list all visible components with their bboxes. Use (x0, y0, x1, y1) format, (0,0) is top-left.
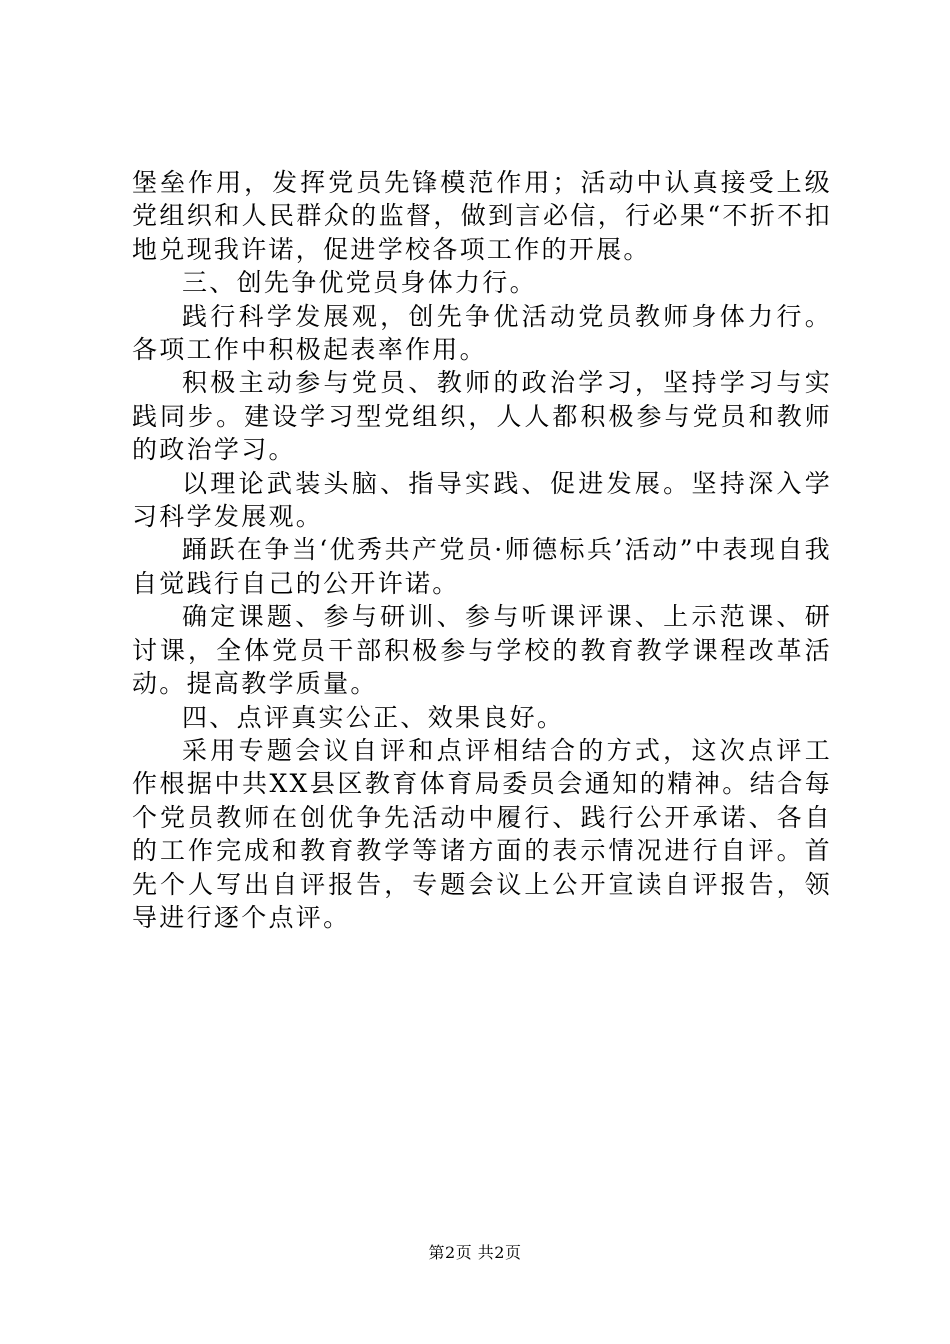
paragraph-7: 确定课题、参与研训、参与听课评课、上示范课、研讨课，全体党员干部积极参与学校的教育教学课程改革活动。提高教学质量。 (132, 602, 832, 699)
document-body (132, 166, 832, 934)
paragraph-4: 积极主动参与党员、教师的政治学习，坚持学习与实践同步。建设学习型党组织，人人都积极参与党员和教师的政治学习。 (132, 368, 832, 465)
paragraph-5: 以理论武装头脑、指导实践、促进发展。坚持深入学习科学发展观。 (132, 468, 832, 532)
heading-section-4: 四、点评真实公正、效果良好。 (182, 702, 565, 732)
paragraph-6: 踊跃在争当‘优秀共产党员·师德标兵’活动”中表现自我自觉践行自己的公开许诺。 (132, 535, 832, 598)
heading-section-3: 三、创先争优党员身体力行。 (182, 268, 537, 298)
paragraph-1: 堡垒作用，发挥党员先锋模范作用；活动中认真接受上级党组织和人民群众的监督，做到言必信，行必果“不折不扣地兑现我许诺，促进学校各项工作的开展。 (132, 168, 832, 264)
paragraph-9: 采用专题会议自评和点评相结合的方式，这次点评工作根据中共XX县区教育体育局委员会通知的精神。结合每个党员教师在创优争先活动中履行、践行公开承诺、各自的工作完成和教育教学等诸方面的表示情况进行自评。首先个人写出自评报告，专题会议上公开宣读自评报告，领导进行逐个点评。 (132, 735, 832, 932)
paragraph-3: 践行科学发展观，创先争优活动党员教师身体力行。各项工作中积极起表率作用。 (132, 301, 832, 365)
page-footer: 第2页 共2页 (428, 1243, 522, 1262)
